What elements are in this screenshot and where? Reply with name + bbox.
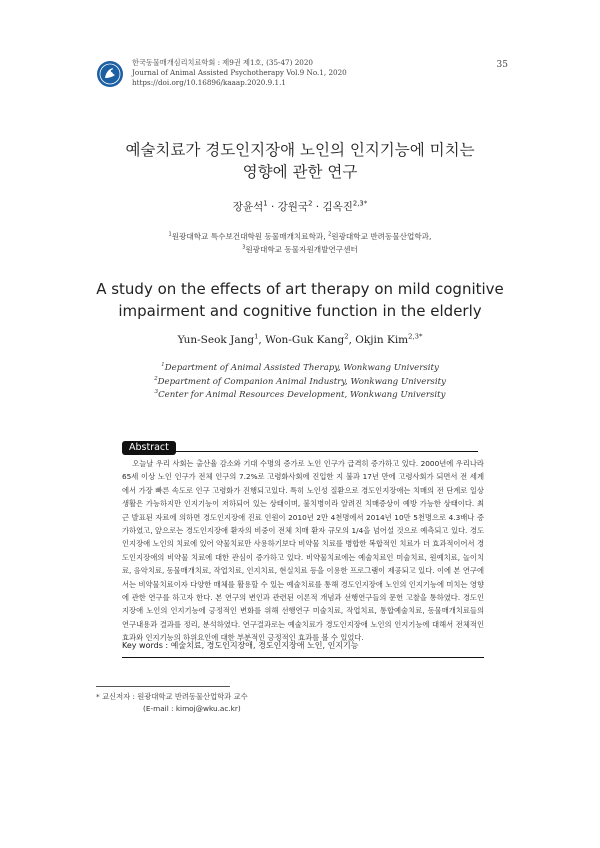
- affiliations-english: [60, 362, 540, 403]
- authors-korean: [0, 199, 600, 214]
- aff-sup: 2: [328, 231, 332, 238]
- aff-sup: 3: [242, 244, 246, 251]
- affiliation-en-text: Department of Animal Assisted Therapy, Wonkwang University: [164, 363, 439, 373]
- affiliation-ko-line2: [60, 243, 540, 256]
- page-number: 35: [496, 60, 508, 70]
- title-english-line2: impairment and cognitive function in the elderly: [118, 302, 482, 320]
- journal-header: [132, 58, 347, 88]
- keywords-divider: [122, 657, 484, 658]
- title-korean-line1: 예술치료가 경도인지장애 노인의 인지기능에 미치는: [125, 141, 475, 159]
- affiliation-en-3: [60, 389, 540, 403]
- author-en-1: Yun-Seok Jang: [177, 334, 255, 346]
- affiliation-ko-3: 원광대학교 동물자원개발연구센터: [245, 245, 358, 254]
- footnote-divider: [96, 686, 230, 687]
- author-ko-1: 장윤석: [232, 201, 264, 213]
- author-en-2-sup: 2: [344, 332, 349, 341]
- aff-sup: 2: [154, 375, 158, 382]
- author-ko-2-sup: 2: [308, 199, 313, 208]
- title-english-line1: A study on the effects of art therapy on mild cognitive: [96, 280, 504, 298]
- author-separator: ·: [267, 201, 278, 213]
- abstract-label: Abstract: [122, 441, 176, 455]
- doi-link[interactable]: https://doi.org/10.16896/kaaap.2020.9.1.1: [132, 78, 286, 87]
- title-korean-line2: 영향에 관한 연구: [242, 163, 358, 181]
- keywords: [122, 640, 484, 651]
- affiliation-en-1: [60, 362, 540, 376]
- footnote-corresponding-author: * 교신저자 : 원광대학교 반려동물산업학과 교수: [96, 692, 248, 701]
- author-ko-2: 강원국: [277, 201, 309, 213]
- footnote: [96, 691, 248, 715]
- keywords-label: Key words :: [122, 641, 171, 650]
- title-english: [60, 278, 540, 322]
- abstract-body: 오늘날 우리 사회는 출산율 감소와 기대 수명의 증가로 노인 인구가 급격히 증가하고 있다. 2000년에 우리나라 65세 이상 노인 인구가 전체 인구의 7.2%로 고령화사회에 진입한 지 불과 17년 만에 고령사회가 되면서 전 세계에서 가장 빠른 속도로 인구 고령화가 진행되고있다. 특히 노인성 질환으로 경도인지장애는 치매의 전 단계로 일상생활은 가능하지만 인지기능이 저하되어 있는 상태이며, 불치병이라 알려진 치매증상이 예방 가능한 상태이다. 최근 발표된 자료에 의하면 경도인지장애 진료 인원이 2010년 2만 4천명에서 2014년 10만 5천명으로 4.3배나 증가하였고, 앞으로는 경도인지장애 환자의 비중이 전체 치매 환자 규모의 1/4을 넘어설 것으로 예측되고 있다. 경도인지장애 노인의 치료에 있어 약물치료만 사용하기보다 비약물 치료를 병합한 복합적인 치료가 더 효과적이어서 경도인지장애의 비약물 치료에 대한 관심이 증가하고 있다. 비약물치료에는 예술치료인 미술치료, 원예치료, 놀이치료, 음악치료, 동물매개치료, 작업치료, 인지치료, 현실치료 등을 이용한 프로그램이 제공되고 있다. 이에 본 연구에서는 비약물치료이자 다양한 매체를 활용할 수 있는 예술치료를 통해 경도인지장애 노인의 인지기능에 미치는 영향에 관한 연구를 하고자 한다. 본 연구의 변인과 관련된 이론적 개념과 선행연구들의 문헌 고찰을 통하였다. 경도인지장애 노인의 인지기능에 긍정적인 변화를 위해 선행연구 미술치료, 작업치료, 통합예술치료, 동물매개치료들의 연구내용과 결과를 정리, 분석하였다. 연구결과로는 예술치료가 경도인지장애 노인의 인지기능에 대해서 전체적인 효과와 인지기능의 하위요인에 대한 부분적인 긍정적인 효과를 볼 수 있었다.: [122, 459, 484, 643]
- aff-sup: 1: [161, 362, 165, 369]
- journal-name-en: Journal of Animal Assisted Psychotherapy Vol.9 No.1, 2020: [132, 68, 347, 77]
- affiliation-ko-2: 원광대학교 반려동물산업학과,: [331, 232, 432, 241]
- aff-sup: 1: [168, 231, 172, 238]
- affiliation-en-text: Department of Companion Animal Industry, Wonkwang University: [157, 376, 446, 387]
- title-korean: [60, 139, 540, 183]
- keywords-text: 예술치료, 경도인지장애, 경도인지장애 노인, 인지기능: [170, 641, 359, 650]
- author-separator: ·: [312, 201, 323, 213]
- affiliation-ko-line1: [60, 230, 540, 243]
- author-ko-1-sup: 1: [263, 199, 268, 208]
- affiliation-en-text: Center for Animal Resources Development, Wonkwang University: [158, 390, 446, 400]
- aff-sup: 3: [154, 389, 159, 396]
- author-ko-3-sup: 2,3*: [352, 199, 368, 208]
- affiliation-ko-1: 원광대학교 특수보건대학원 동물매개치료학과,: [171, 232, 329, 241]
- author-en-2: Won-Guk Kang: [265, 334, 345, 346]
- author-en-3: Okjin Kim: [355, 334, 409, 346]
- author-en-3-sup: 2,3*: [408, 332, 423, 341]
- authors-english: Yun-Seok Jang$^1$, Won-Guk Kang$^2$, Okjin Kim$^{2,3*}$: [177, 332, 423, 346]
- journal-name-ko: 한국동물매개심리치료학회 : 제9권 제1호, (35-47) 2020: [132, 58, 313, 67]
- author-ko-3: 김옥진: [322, 201, 353, 213]
- abstract-divider: [122, 451, 478, 452]
- footnote-email: (E-mail : kimoj@wku.ac.kr): [143, 704, 241, 713]
- author-en-1-sup: 1: [254, 332, 259, 341]
- journal-logo: [96, 60, 124, 88]
- affiliation-en-2: [60, 376, 540, 390]
- affiliations-korean: [60, 230, 540, 256]
